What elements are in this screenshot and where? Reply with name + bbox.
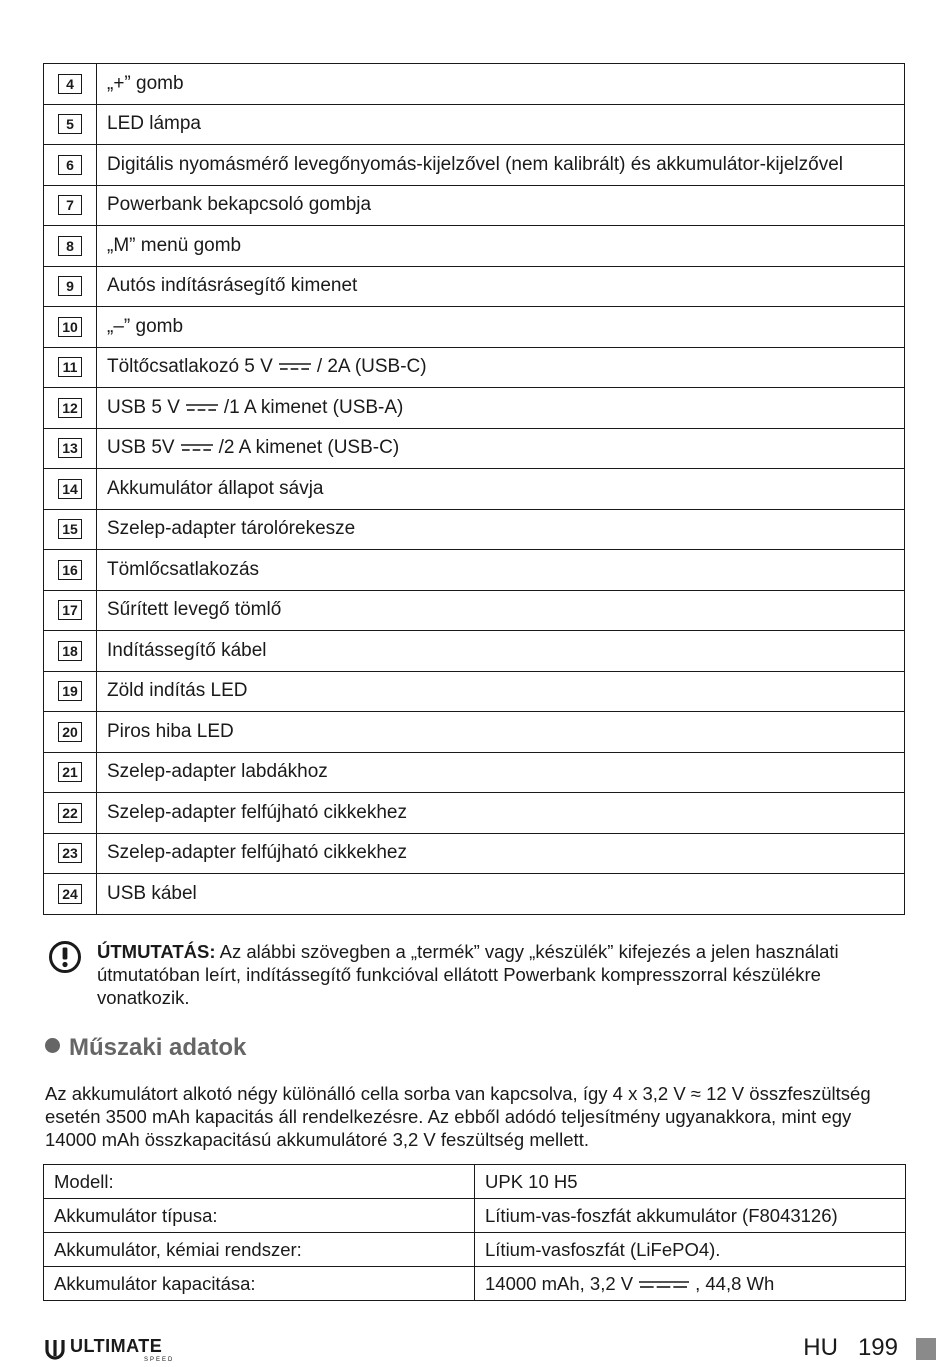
part-number-badge: 23 (58, 843, 82, 863)
part-description-cell (97, 752, 905, 793)
part-number-cell (44, 631, 97, 672)
spec-key: Akkumulátor kapacitása: (54, 1272, 256, 1294)
part-description: Indítássegítő kábel (107, 639, 267, 661)
part-number-badge: 9 (58, 276, 82, 296)
part-number-badge: 4 (58, 74, 82, 94)
part-description-cell (97, 671, 905, 712)
part-number-badge: 7 (58, 195, 82, 215)
part-number-cell (44, 874, 97, 915)
brand-mark-icon (44, 1337, 66, 1361)
part-description: LED lámpa (107, 113, 201, 135)
part-description: Szelep-adapter labdákhoz (107, 761, 328, 783)
spec-key: Modell: (54, 1170, 114, 1192)
part-description: Szelep-adapter felfújható cikkekhez (107, 801, 407, 823)
part-description: Akkumulátor állapot sávja (107, 477, 324, 499)
part-description: Sűrített levegő tömlő (107, 599, 282, 621)
parts-row (44, 833, 905, 874)
spec-value: 14000 mAh, 3,2 V (485, 1272, 634, 1294)
spec-value-cell (475, 1267, 906, 1301)
part-number-badge: 15 (58, 519, 82, 539)
parts-row (44, 631, 905, 672)
part-description: Szelep-adapter tárolórekesze (107, 518, 356, 540)
part-number-cell (44, 793, 97, 834)
parts-row (44, 104, 905, 145)
part-number-cell (44, 671, 97, 712)
spec-value: Lítium-vasfoszfát (LiFePO4). (485, 1238, 721, 1260)
part-number-cell (44, 469, 97, 510)
parts-row (44, 752, 905, 793)
spec-row (44, 1267, 906, 1301)
part-number-cell (44, 428, 97, 469)
part-number-badge: 13 (58, 438, 82, 458)
note-lead: ÚTMUTATÁS: (97, 941, 216, 962)
part-description-suffix: /1 A kimenet (USB-A) (223, 396, 404, 418)
part-number-badge: 21 (58, 762, 82, 782)
spec-key: Akkumulátor típusa: (54, 1204, 218, 1226)
part-number-cell (44, 64, 97, 105)
spec-key-cell (44, 1267, 475, 1301)
parts-row (44, 388, 905, 429)
bullet-icon (45, 1038, 60, 1053)
part-number-cell (44, 752, 97, 793)
part-description: „M” menü gomb (107, 234, 242, 256)
part-number-badge: 11 (58, 357, 82, 377)
part-description-cell (97, 226, 905, 267)
brand-name: ULTIMATE (70, 1336, 163, 1356)
parts-row (44, 307, 905, 348)
part-number-cell (44, 833, 97, 874)
part-number-badge: 18 (58, 641, 82, 661)
part-description-cell (97, 590, 905, 631)
part-description-suffix: /2 A kimenet (USB-C) (218, 437, 400, 459)
part-number-cell (44, 550, 97, 591)
intro-paragraph: Az akkumulátort alkotó négy különálló cella sorba van kapcsolva, így 4 x 3,2 V ≈ 12 V összfeszültség esetén 3500 mAh kapacitás áll rendelkezésre. Az ebből adódó teljesítmény ugyanakkora, mint egy 14000 mAh összkapacitású akkumulátoré 3,2 V feszültség mellett. (45, 1083, 871, 1150)
part-number-badge: 20 (58, 722, 82, 742)
parts-row (44, 712, 905, 753)
dc-symbol-icon (181, 442, 213, 454)
language-code: HU (803, 1334, 838, 1361)
section-title (45, 1034, 246, 1062)
part-number-cell (44, 307, 97, 348)
parts-row (44, 145, 905, 186)
parts-row (44, 428, 905, 469)
part-number-badge: 24 (58, 884, 82, 904)
parts-row (44, 590, 905, 631)
spec-key: Akkumulátor, kémiai rendszer: (54, 1238, 302, 1260)
part-description: „+” gomb (107, 72, 184, 94)
part-description-cell (97, 104, 905, 145)
spec-row (44, 1199, 906, 1233)
page-number: 199 (857, 1334, 898, 1361)
part-number-cell (44, 712, 97, 753)
part-number-badge: 22 (58, 803, 82, 823)
parts-row (44, 64, 905, 105)
part-description: Digitális nyomásmérő levegőnyomás-kijelzővel (nem kalibrált) és akkumulátor-kijelzővel (107, 153, 843, 175)
parts-row (44, 671, 905, 712)
part-description-cell (97, 833, 905, 874)
part-description-cell (97, 509, 905, 550)
spec-value-suffix: , 44,8 Wh (695, 1272, 775, 1294)
part-number-cell (44, 104, 97, 145)
part-number-badge: 6 (58, 155, 82, 175)
parts-row (44, 550, 905, 591)
note-body: Az alábbi szövegben a „termék” vagy „készülék” kifejezés a jelen használati útmutatóban leírt, indítássegítő funkcióval ellátott Powerbank kompresszorral készülékre vonatkozik. (97, 941, 839, 1008)
part-description: Autós indításrásegítő kimenet (107, 275, 358, 297)
part-description-cell (97, 550, 905, 591)
part-number-cell (44, 347, 97, 388)
brand-sub: SPEED (144, 1357, 175, 1363)
part-number-badge: 17 (58, 600, 82, 620)
spec-value: Lítium-vas-foszfát akkumulátor (F8043126) (485, 1204, 838, 1226)
dc-symbol-icon (639, 1279, 689, 1291)
parts-row (44, 469, 905, 510)
parts-row (44, 347, 905, 388)
part-description: „–” gomb (107, 315, 184, 337)
page-info (803, 1334, 898, 1362)
part-number-cell (44, 185, 97, 226)
part-description: Töltőcsatlakozó 5 V (107, 356, 273, 378)
part-description-suffix: / 2A (USB-C) (316, 356, 427, 378)
part-number-badge: 5 (58, 114, 82, 134)
parts-row (44, 793, 905, 834)
part-number-cell (44, 509, 97, 550)
part-number-badge: 14 (58, 479, 82, 499)
note-block (48, 940, 908, 1009)
part-description-cell (97, 145, 905, 186)
part-description-cell (97, 793, 905, 834)
part-description: USB 5 V (107, 396, 180, 418)
spec-value-cell (475, 1165, 906, 1199)
part-number-badge: 10 (58, 317, 82, 337)
exclamation-circle-icon (48, 940, 82, 974)
spec-key-cell (44, 1165, 475, 1199)
spec-value-cell (475, 1233, 906, 1267)
part-number-cell (44, 226, 97, 267)
part-description-cell (97, 266, 905, 307)
part-description: USB 5V (107, 437, 175, 459)
section-title-text: Műszaki adatok (69, 1034, 247, 1061)
part-number-cell (44, 266, 97, 307)
part-description-cell (97, 874, 905, 915)
dc-symbol-icon (186, 402, 218, 414)
specs-table (43, 1164, 906, 1301)
parts-row (44, 509, 905, 550)
part-description: Piros hiba LED (107, 720, 234, 742)
spec-value: UPK 10 H5 (485, 1170, 578, 1192)
corner-marker (916, 1338, 936, 1360)
part-description-cell (97, 64, 905, 105)
parts-table (43, 63, 905, 915)
spec-row (44, 1165, 906, 1199)
parts-row (44, 185, 905, 226)
part-number-badge: 19 (58, 681, 82, 701)
part-description-cell (97, 347, 905, 388)
part-description-cell (97, 388, 905, 429)
spec-key-cell (44, 1199, 475, 1233)
spec-value-cell (475, 1199, 906, 1233)
dc-symbol-icon (279, 361, 311, 373)
spec-row (44, 1233, 906, 1267)
spec-key-cell (44, 1233, 475, 1267)
parts-row (44, 266, 905, 307)
part-description: Szelep-adapter felfújható cikkekhez (107, 842, 407, 864)
part-description-cell (97, 469, 905, 510)
part-description-cell (97, 307, 905, 348)
part-number-badge: 8 (58, 236, 82, 256)
part-description-cell (97, 712, 905, 753)
part-description-cell (97, 185, 905, 226)
part-description: Tömlőcsatlakozás (107, 558, 260, 580)
part-number-cell (44, 388, 97, 429)
parts-row (44, 874, 905, 915)
part-number-badge: 12 (58, 398, 82, 418)
note-text (97, 940, 908, 1009)
part-description: Zöld indítás LED (107, 680, 248, 702)
part-description-cell (97, 428, 905, 469)
part-description: Powerbank bekapcsoló gombja (107, 194, 372, 216)
part-description-cell (97, 631, 905, 672)
part-number-cell (44, 145, 97, 186)
parts-row (44, 226, 905, 267)
part-number-badge: 16 (58, 560, 82, 580)
part-number-cell (44, 590, 97, 631)
part-description: USB kábel (107, 882, 197, 904)
